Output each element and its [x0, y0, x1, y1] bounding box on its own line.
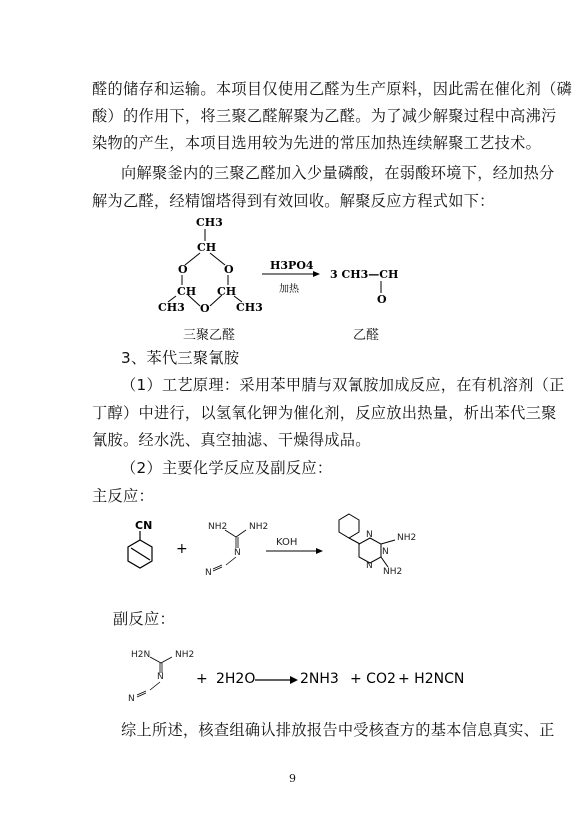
- text-line: 氰胺。经水洗、真空抽滤、干燥得成品。: [92, 431, 371, 449]
- amine-label: NH2: [175, 650, 195, 660]
- product-ammonia: 2NH3: [300, 671, 339, 687]
- nitrogen-atom: N: [128, 694, 135, 704]
- condition-label: 加热: [279, 284, 299, 295]
- main-reaction-label: 主反应：: [92, 487, 154, 505]
- oxygen-atom: O: [224, 263, 234, 276]
- nitrogen-atom: N: [366, 530, 373, 540]
- ch-group: CH: [197, 241, 217, 254]
- side-reaction-label: 副反应：: [113, 610, 175, 628]
- product-co2: + CO2: [350, 671, 396, 687]
- nitrogen-atom: N: [382, 547, 389, 557]
- oxygen-atom: O: [178, 263, 188, 276]
- text-line: 向解聚釜内的三聚乙醛加入少量磷酸，在弱酸环境下，经加热分: [121, 164, 555, 182]
- ch3-group: CH3: [236, 301, 263, 314]
- catalyst-label: KOH: [276, 537, 298, 548]
- plus-sign: +: [176, 541, 188, 557]
- page-number: 9: [289, 772, 296, 785]
- text-line: 酸）的作用下，将三聚乙醛解聚为乙醛。为了减少解聚过程中高沸污: [92, 107, 557, 125]
- reactant-water: 2H2O: [216, 671, 256, 687]
- text-line: （2）主要化学反应及副反应：: [121, 459, 333, 477]
- text-line: 综上所述，核查组确认排放报告中受核查方的基本信息真实、正: [121, 721, 555, 739]
- nitrogen-atom: N: [205, 568, 212, 578]
- oxygen-atom: O: [377, 293, 387, 306]
- nitrogen-atom: N: [157, 672, 164, 682]
- product-formula: 3 CH3—CH: [330, 268, 399, 281]
- oxygen-atom: O: [200, 302, 210, 315]
- amine-label: NH2: [397, 533, 417, 543]
- ch-group: CH: [177, 285, 197, 298]
- ch3-group: CH3: [158, 301, 185, 314]
- nitrile-label: CN: [135, 519, 153, 532]
- section-heading: 3、苯代三聚氰胺: [121, 349, 240, 367]
- amine-label: NH2: [208, 522, 228, 532]
- catalyst-label: H3PO4: [270, 259, 314, 272]
- amine-label: H2N: [131, 650, 151, 660]
- nitrogen-atom: N: [366, 561, 373, 571]
- product-caption: 乙醛: [353, 328, 380, 343]
- nitrogen-atom: N: [234, 548, 241, 558]
- plus-sign: +: [196, 671, 208, 687]
- amine-label: NH2: [249, 522, 269, 532]
- text-line: 醛的储存和运输。本项目仅使用乙醛为生产原料，因此需在催化剂（磷: [92, 80, 573, 98]
- text-line: （1）工艺原理：采用苯甲腈与双氰胺加成反应，在有机溶剂（正: [121, 376, 565, 394]
- ch-group: CH: [217, 285, 237, 298]
- amine-label: NH2: [383, 567, 403, 577]
- text-line: 染物的产生，本项目选用较为先进的常压加热连续解聚工艺技术。: [92, 134, 542, 152]
- trimer-caption: 三聚乙醛: [183, 328, 236, 343]
- text-line: 解为乙醛，经精馏塔得到有效回收。解聚反应方程式如下：: [92, 192, 495, 210]
- text-line: 丁醇）中进行，以氢氧化钾为催化剂，反应放出热量，析出苯代三聚: [92, 404, 557, 422]
- ch3-group: CH3: [196, 216, 223, 229]
- product-cyanamide: + H2NCN: [398, 671, 465, 687]
